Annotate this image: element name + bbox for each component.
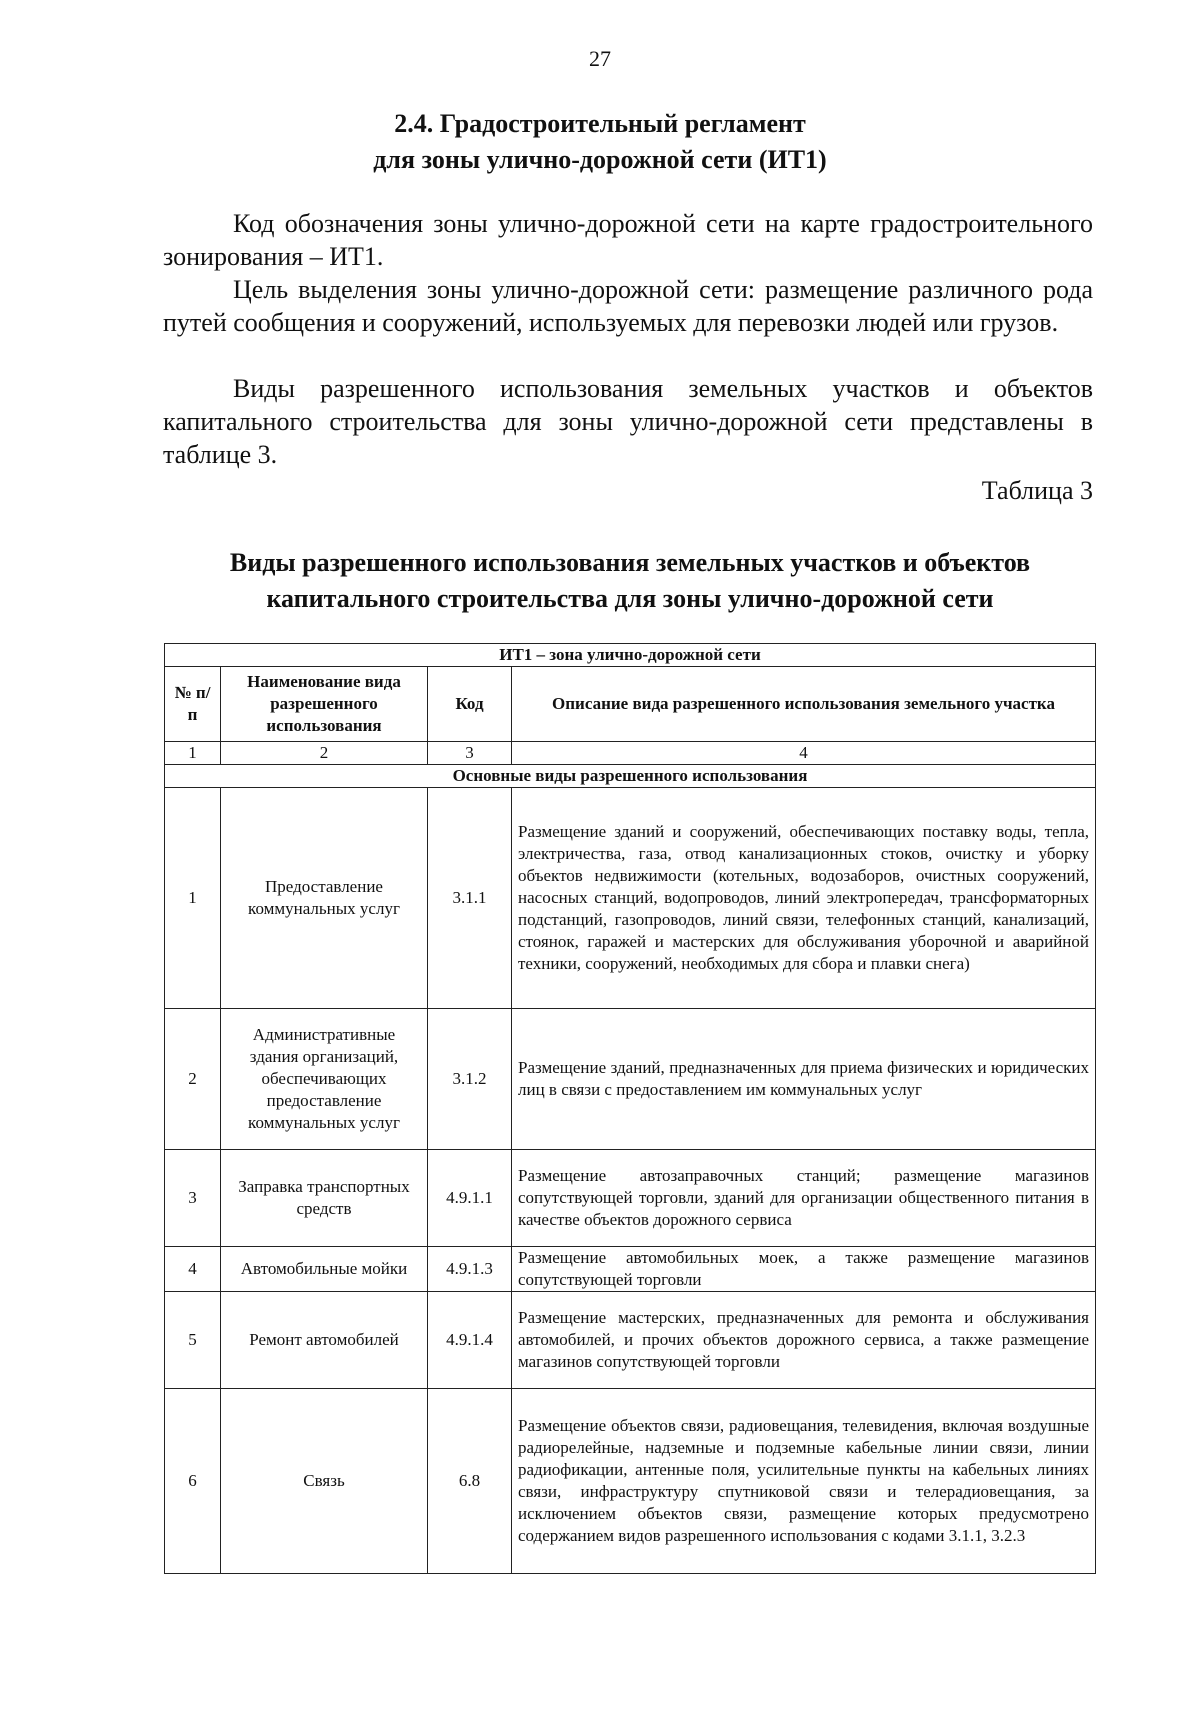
table-row: [165, 1150, 1096, 1247]
paragraph-text: Код обозначения зоны улично-дорожной сети на карте градостроительного зонирования – ИТ1.: [163, 209, 1093, 271]
row-code: 4.9.1.1: [428, 1150, 512, 1247]
row-num: 6: [165, 1389, 221, 1574]
column-index-row: [165, 742, 1096, 765]
row-num: 5: [165, 1292, 221, 1389]
row-desc: Размещение мастерских, предназначенных для ремонта и обслуживания автомобилей, и прочих объектов дорожного сервиса, а также размещение магазинов сопутствующей торговли: [512, 1292, 1096, 1389]
section-title-line-2: для зоны улично-дорожной сети (ИТ1): [373, 145, 827, 174]
section-title: [0, 106, 1200, 178]
header-code: Код: [428, 667, 512, 742]
index-cell: 4: [512, 742, 1096, 765]
row-name: Автомобильные мойки: [221, 1247, 428, 1292]
section-title-line-1: 2.4. Градостроительный регламент: [394, 109, 806, 138]
table-row: [165, 1247, 1096, 1292]
row-name: Связь: [221, 1389, 428, 1574]
paragraph-text: Виды разрешенного использования земельных участков и объектов капитального строительства для зоны улично-дорожной сети представлены в таблице 3.: [163, 374, 1093, 469]
page-number: 27: [589, 46, 611, 71]
row-num: 3: [165, 1150, 221, 1247]
paragraph-table-reference: [163, 372, 1093, 471]
header-desc: Описание вида разрешенного использования земельного участка: [512, 667, 1096, 742]
table-caption: Таблица 3: [981, 476, 1093, 505]
table-title-line-2: капитального строительства для зоны улично-дорожной сети: [266, 584, 994, 613]
index-cell: 3: [428, 742, 512, 765]
table-row: [165, 1009, 1096, 1150]
table-row: [165, 788, 1096, 1009]
row-desc: Размещение зданий, предназначенных для приема физических и юридических лиц в связи с предоставлением им коммунальных услуг: [512, 1009, 1096, 1150]
zone-header-row: [165, 644, 1096, 667]
row-desc: Размещение автозаправочных станций; размещение магазинов сопутствующей торговли, зданий для организации общественного питания в качестве объектов дорожного сервиса: [512, 1150, 1096, 1247]
table-title: [0, 545, 1200, 617]
row-name: Предоставление коммунальных услуг: [221, 788, 428, 1009]
row-name: Заправка транспортных средств: [221, 1150, 428, 1247]
row-code: 3.1.2: [428, 1009, 512, 1150]
column-header-row: [165, 667, 1096, 742]
row-desc: Размещение объектов связи, радиовещания, телевидения, включая воздушные радиорелейные, надземные и подземные кабельные линии связи, линии радиофикации, антенные поля, усилительные пункты на кабельных линиях связи, инфраструктуру спутниковой связи и телерадиовещания, за исключением объектов связи, размещение которых предусмотрено содержанием видов разрешенного использования с кодами 3.1.1, 3.2.3: [512, 1389, 1096, 1574]
row-desc: Размещение зданий и сооружений, обеспечивающих поставку воды, тепла, электричества, газа, отвод канализационных стоков, очистку и уборку объектов недвижимости (котельных, водозаборов, очистных сооружений, насосных станций, водопроводов, линий электропередач, трансформаторных подстанций, газопроводов, линий связи, телефонных станций, канализаций, стоянок, гаражей и мастерских для обслуживания уборочной и аварийной техники, сооружений, необходимых для сбора и плавки снега): [512, 788, 1096, 1009]
paragraph-text: Цель выделения зоны улично-дорожной сети: размещение различного рода путей сообщения и сооружений, используемых для перевозки людей или грузов.: [163, 275, 1093, 337]
header-name: Наименование вида разрешенного использования: [221, 667, 428, 742]
row-code: 6.8: [428, 1389, 512, 1574]
permitted-use-table: [164, 643, 1096, 1574]
category-label: Основные виды разрешенного использования: [165, 765, 1096, 788]
category-row: [165, 765, 1096, 788]
paragraph-zone-purpose: [163, 273, 1093, 339]
table-row: [165, 1292, 1096, 1389]
row-num: 2: [165, 1009, 221, 1150]
header-num: № п/п: [165, 667, 221, 742]
index-cell: 2: [221, 742, 428, 765]
row-code: 4.9.1.3: [428, 1247, 512, 1292]
index-cell: 1: [165, 742, 221, 765]
row-num: 1: [165, 788, 221, 1009]
paragraph-zone-code: [163, 207, 1093, 273]
table-title-line-1: Виды разрешенного использования земельных участков и объектов: [229, 548, 1031, 577]
row-desc: Размещение автомобильных моек, а также размещение магазинов сопутствующей торговли: [512, 1247, 1096, 1292]
row-num: 4: [165, 1247, 221, 1292]
zone-header: ИТ1 – зона улично-дорожной сети: [165, 644, 1096, 667]
row-code: 4.9.1.4: [428, 1292, 512, 1389]
row-name: Административные здания организаций, обеспечивающих предоставление коммунальных услуг: [221, 1009, 428, 1150]
row-code: 3.1.1: [428, 788, 512, 1009]
row-name: Ремонт автомобилей: [221, 1292, 428, 1389]
table-row: [165, 1389, 1096, 1574]
